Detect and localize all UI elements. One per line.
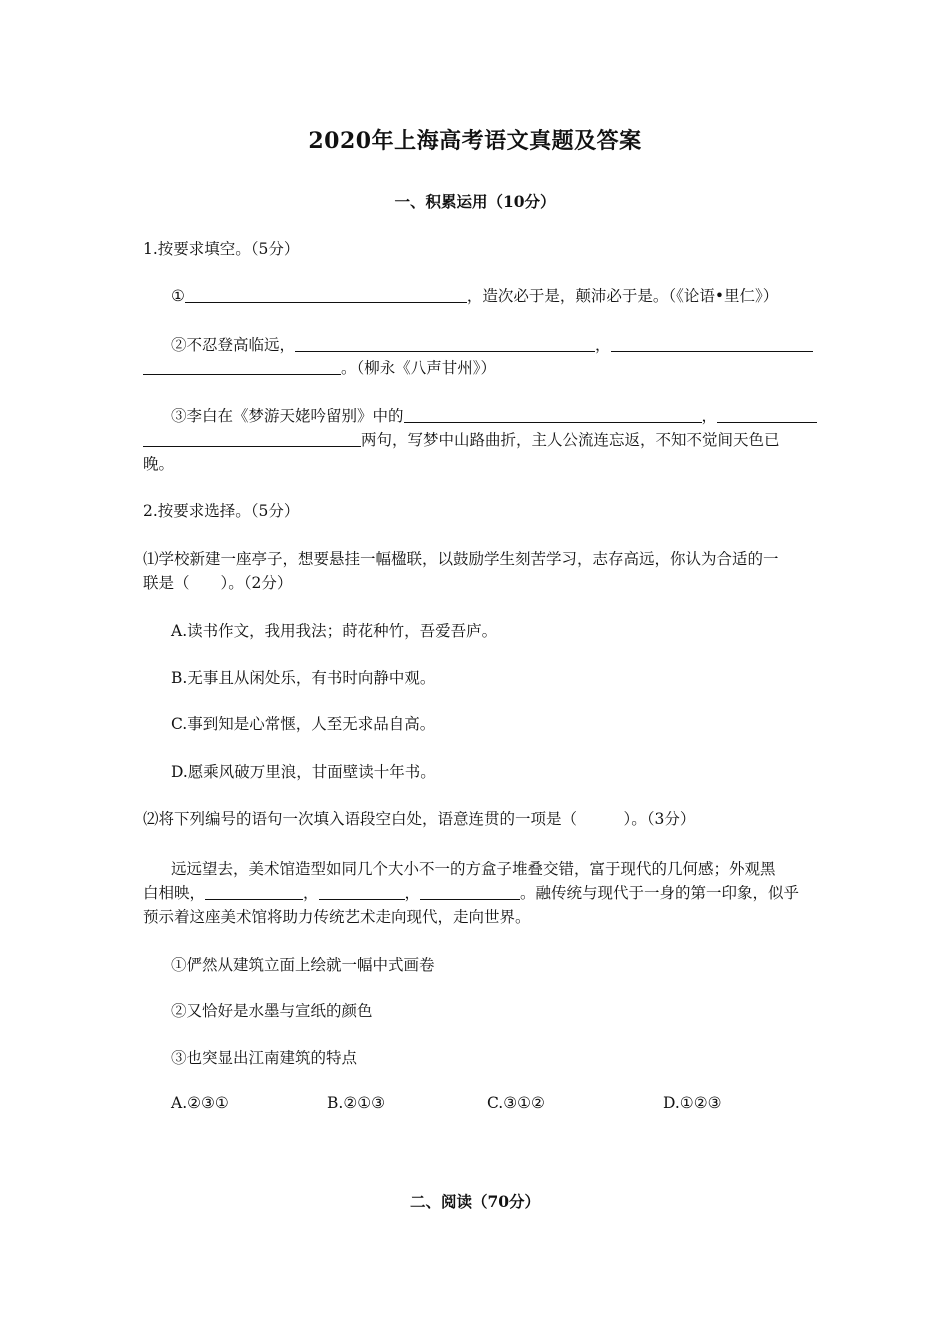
option-c[interactable]: C.事到知是心常惬，人至无求品自高。 xyxy=(171,715,436,733)
separator: ， xyxy=(303,884,319,902)
answer-blank[interactable] xyxy=(420,883,520,900)
statement-1: ①俨然从建筑立面上绘就一幅中式画卷 xyxy=(171,956,435,974)
item-prefix: ②不忍登高临远， xyxy=(171,336,296,354)
passage-line-1: 远远望去，美术馆造型如同几个大小不一的方盒子堆叠交错，富于现代的几何感；外观黑 xyxy=(171,860,776,878)
section-heading-2: 二、阅读（70分） xyxy=(409,1192,541,1211)
statement-2: ②又恰好是水墨与宣纸的颜色 xyxy=(171,1002,373,1020)
statement-3: ③也突显出江南建筑的特点 xyxy=(171,1049,358,1067)
option-d[interactable]: D.愿乘风破万里浪，甘面壁读十年书。 xyxy=(171,763,436,781)
question-1-item-3-cont xyxy=(143,428,811,452)
answer-blank[interactable] xyxy=(205,883,303,900)
answer-blank[interactable] xyxy=(717,406,817,423)
item-mid: 两句，写梦中山路曲折，主人公流连忘返，不知不觉间天色已 xyxy=(361,431,780,449)
item-comma: ， xyxy=(595,336,611,354)
choice-c[interactable]: C.③①② xyxy=(487,1094,545,1112)
item-comma: ， xyxy=(701,407,718,425)
option-a[interactable]: A.读书作文，我用我法；莳花种竹，吾爱吾庐。 xyxy=(171,622,498,640)
answer-blank[interactable] xyxy=(143,430,361,447)
question-1-item-3-tail: 晚。 xyxy=(143,455,175,473)
item-text: ，造次必于是，颠沛必于是。（《论语•里仁》） xyxy=(466,287,779,305)
answer-blank[interactable] xyxy=(319,883,405,900)
passage-prefix: 白相映， xyxy=(143,884,206,902)
answer-blank[interactable] xyxy=(404,406,702,423)
item-prefix: ③李白在《梦游天姥吟留别》中的 xyxy=(171,407,404,425)
answer-blank[interactable] xyxy=(143,358,341,375)
answer-blank[interactable] xyxy=(295,335,595,352)
separator: ， xyxy=(404,884,421,902)
item-suffix: 。（柳永《八声甘州》） xyxy=(341,359,497,377)
question-1-item-2-cont xyxy=(143,356,811,380)
choice-b[interactable]: B.②①③ xyxy=(327,1094,386,1112)
choice-a[interactable]: A.②③① xyxy=(171,1094,229,1112)
question-2-1-line-1: ⑴学校新建一座亭子，想要悬挂一幅楹联，以鼓励学生刻苦学习，志存高远，你认为合适的一 xyxy=(143,550,779,568)
passage-suffix: 。融传统与现代于一身的第一印象，似乎 xyxy=(520,884,800,902)
option-b[interactable]: B.无事且从闲处乐，有书时向静中观。 xyxy=(171,669,436,687)
passage-line-3: 预示着这座美术馆将助力传统艺术走向现代，走向世界。 xyxy=(143,908,531,926)
item-number: ① xyxy=(171,287,185,305)
question-1-item-2 xyxy=(171,333,839,357)
answer-blank[interactable] xyxy=(185,286,467,303)
question-2-prompt: 2.按要求选择。（5分） xyxy=(143,502,300,520)
question-1-item-1 xyxy=(171,284,839,308)
answer-blank[interactable] xyxy=(611,335,813,352)
question-2-2-prompt: ⑵将下列编号的语句一次填入语段空白处，语意连贯的一项是（ ）。（3分） xyxy=(143,810,696,828)
question-1-item-3 xyxy=(171,404,839,428)
question-2-1-line-2: 联是（ ）。（2分） xyxy=(143,574,293,592)
section-heading-1: 一、积累运用（10分） xyxy=(394,192,556,211)
page-title: 2020年上海高考语文真题及答案 xyxy=(308,128,642,154)
question-1-prompt: 1.按要求填空。（5分） xyxy=(143,240,300,258)
choice-d[interactable]: D.①②③ xyxy=(663,1094,722,1112)
passage-line-2 xyxy=(143,881,811,905)
